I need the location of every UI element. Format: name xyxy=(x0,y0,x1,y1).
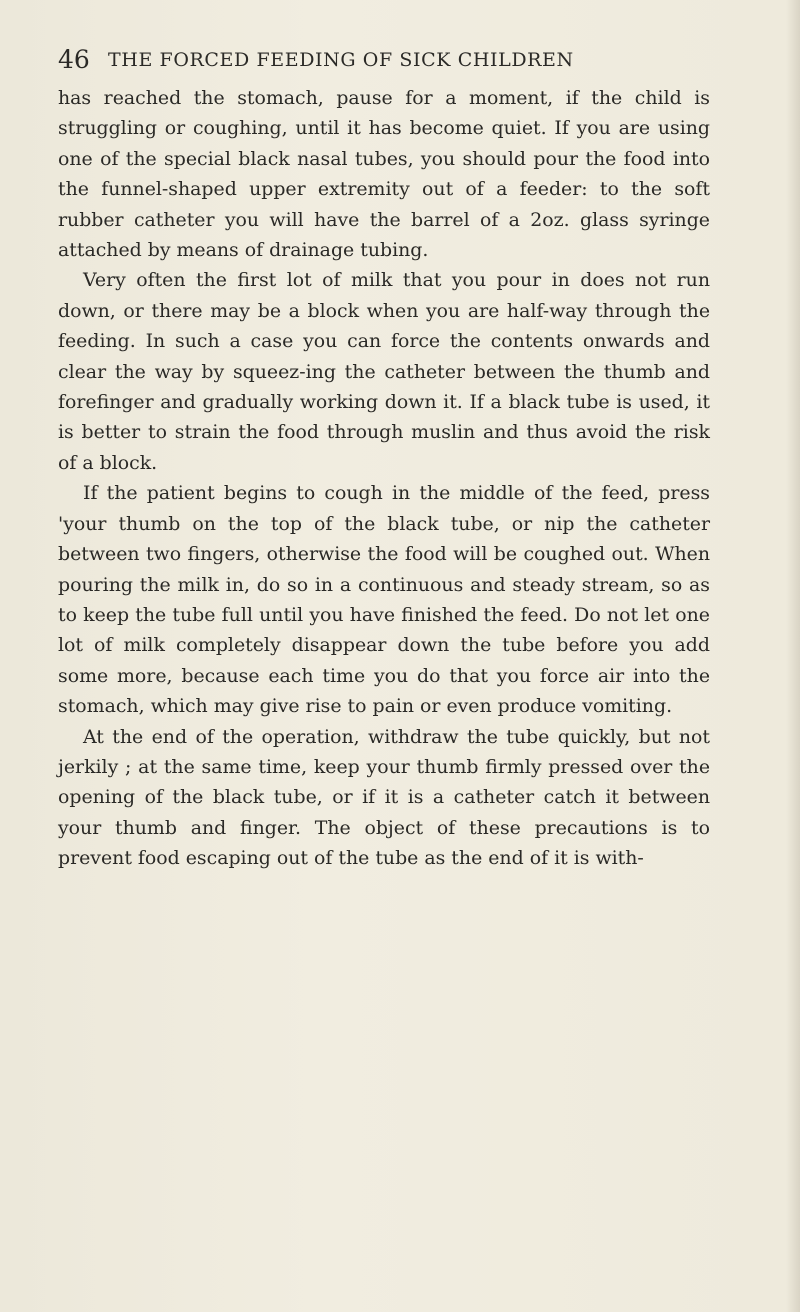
paragraph-3: If the patient begins to cough in the middle of the feed, press 'your thumb on the top of the black tube, or nip the catheter between two fingers, otherwise the food will be coughed out. When pouring the milk in, do so in a continuous and steady stream, so as to keep the tube full until you have finished the feed. Do not let one lot of milk completely disappear down the tube before you add some more, because each time you do that you force air into the stomach, which may give rise to pain or even produce vomiting. xyxy=(58,482,710,718)
paragraph-4: At the end of the operation, withdraw the tube quickly, but not jerkily ; at the same time, keep your thumb firmly pressed over the opening of the black tube, or if it is a catheter catch it between your thumb and finger. The object of these precautions is to prevent food escaping out of the tube as the end of it is with- xyxy=(58,725,710,870)
running-head: THE FORCED FEEDING OF SICK CHILDREN xyxy=(108,49,574,71)
body-text xyxy=(58,83,710,874)
page-header xyxy=(58,40,758,80)
page-number: 46 xyxy=(58,45,90,74)
paragraph-1: has reached the stomach, pause for a moment, if the child is struggling or coughing, until it has become quiet. If you are using one of the special black nasal tubes, you should pour the food into the funnel-shaped upper extremity out of a feeder: to the soft rubber catheter you will have the barrel of a 2oz. glass syringe attached by means of drainage tubing. xyxy=(58,87,710,262)
paragraph-2: Very often the first lot of milk that you pour in does not run down, or there may be a block when you are half-way through the feeding. In such a case you can force the contents onwards and clear the way by squeez-ing the catheter between the thumb and forefinger and gradually working down it. If a black tube is used, it is better to strain the food through muslin and thus avoid the risk of a block. xyxy=(58,269,710,474)
page-edge-shadow xyxy=(786,0,800,1312)
